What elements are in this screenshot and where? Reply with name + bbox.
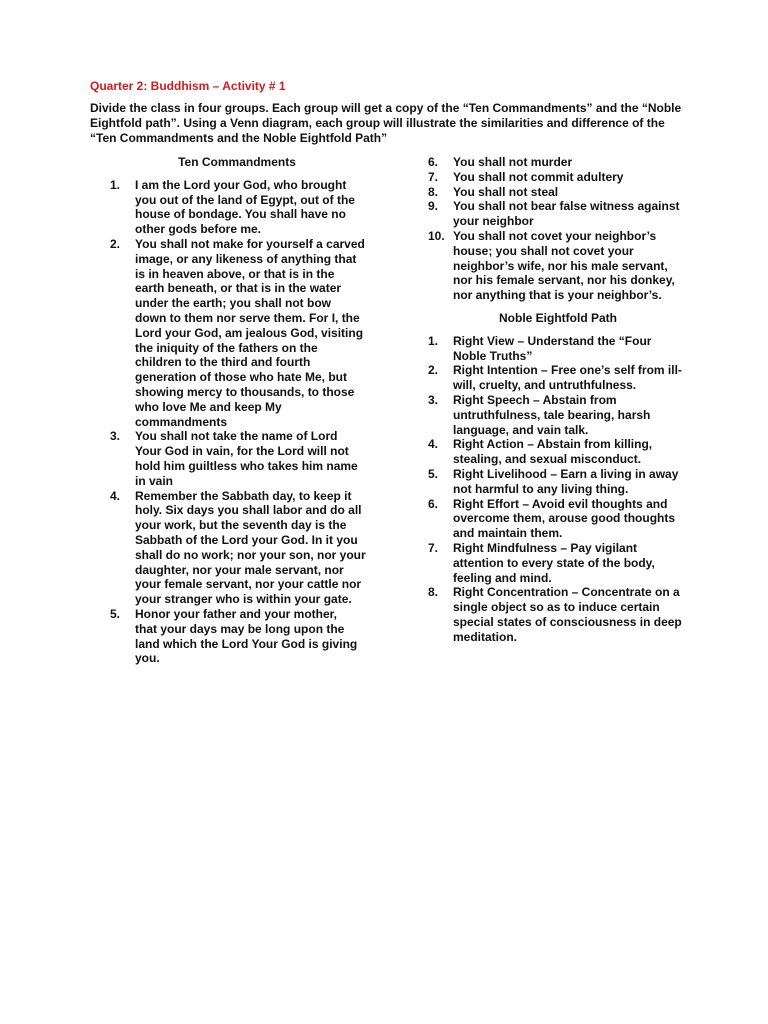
- list-item-text-line: your stranger who is within your gate.: [135, 592, 352, 607]
- list-item-number: 6.: [428, 155, 439, 169]
- list-item-text-line: land which the Lord Your God is giving: [135, 636, 358, 651]
- list-item-number: 3.: [428, 392, 439, 407]
- list-item-text-line: house of bondage. You shall have no: [135, 207, 346, 222]
- list-item-number: 5.: [428, 466, 439, 481]
- list-item-number: 3.: [110, 429, 121, 444]
- list-item-text-line: children to the third and fourth: [135, 355, 311, 370]
- list-item-number: 6.: [428, 496, 439, 511]
- list-item: [428, 467, 688, 497]
- list-item-text-line: shall do no work; nor your son, nor your: [135, 547, 366, 562]
- list-item-text-line: not harmful to any living thing.: [453, 481, 629, 496]
- list-item-number: 9.: [428, 199, 439, 214]
- list-item-text-line: house; you shall not covet your: [453, 243, 634, 258]
- list-item: [428, 155, 688, 170]
- ten-commandments-list: [110, 178, 370, 666]
- list-item-text-line: Right Speech – Abstain from: [453, 392, 617, 407]
- list-item-text-line: that your days may be long upon the: [135, 621, 345, 636]
- list-item-number: 4.: [110, 488, 121, 503]
- list-item-text-line: under the earth; you shall not bow: [135, 296, 332, 311]
- list-item-text-line: You shall not bear false witness against: [453, 199, 680, 214]
- list-item-text-line: Lord your God, am jealous God, visiting: [135, 325, 364, 340]
- list-item-number: 10.: [428, 228, 445, 243]
- intro-paragraph: [90, 101, 690, 146]
- list-item-text-line: untruthfulness, tale bearing, harsh: [453, 407, 651, 422]
- ten-commandments-heading: Ten Commandments: [178, 155, 296, 169]
- list-item-text-line: Right Livelihood – Earn a living in away: [453, 466, 679, 481]
- ten-commandments-list-continued: [428, 155, 688, 303]
- list-item-text-line: showing mercy to thousands, to those: [135, 384, 355, 399]
- list-item-text-line: who love Me and keep My: [135, 399, 282, 414]
- list-item: [110, 489, 370, 607]
- list-item-text-line: Right Mindfulness – Pay vigilant: [453, 540, 638, 555]
- list-item: [428, 229, 688, 303]
- list-item-text-line: in vain: [135, 473, 174, 488]
- list-item-text-line: Right Intention – Free one’s self from ill-: [453, 363, 682, 378]
- list-item-text-line: and maintain them.: [453, 526, 563, 541]
- list-item: [428, 170, 688, 185]
- intro-line: “Ten Commandments and the Noble Eightfold Path”: [90, 131, 388, 145]
- eightfold-path-heading: Noble Eightfold Path: [499, 310, 617, 325]
- list-item-text-line: stealing, and sexual misconduct.: [453, 452, 642, 467]
- list-item: [110, 429, 370, 488]
- list-item-number: 1.: [428, 333, 439, 348]
- list-item-text-line: Honor your father and your mother,: [135, 606, 338, 621]
- list-item-text-line: single object so as to induce certain: [453, 600, 660, 615]
- list-item-text-line: holy. Six days you shall labor and do all: [135, 503, 362, 518]
- list-item-text-line: You shall not commit adultery: [453, 169, 624, 184]
- list-item-text-line: You shall not take the name of Lord: [135, 429, 338, 444]
- list-item-text-line: Noble Truths”: [453, 348, 533, 363]
- list-item-text-line: Right Effort – Avoid evil thoughts and: [453, 496, 668, 511]
- list-item-text-line: is in heaven above, or that is in the: [135, 266, 335, 281]
- list-item-number: 2.: [428, 363, 439, 378]
- list-item-text-line: language, and vain talk.: [453, 422, 589, 437]
- eightfold-path-list: [428, 334, 688, 645]
- list-item-number: 2.: [110, 236, 121, 251]
- list-item-text-line: the iniquity of the fathers on the: [135, 340, 318, 355]
- list-item-text-line: feeling and mind.: [453, 570, 552, 585]
- list-item-text-line: earth beneath, or that is in the water: [135, 281, 342, 296]
- list-item-text-line: image, or any likeness of anything that: [135, 251, 357, 266]
- list-item: [428, 363, 688, 393]
- list-item: [428, 334, 688, 364]
- list-item-text-line: overcome them, arouse good thoughts: [453, 511, 676, 526]
- list-item: [110, 237, 370, 429]
- list-item: [110, 607, 370, 666]
- list-item-text-line: you out of the land of Egypt, out of the: [135, 192, 355, 207]
- list-item-text-line: Right View – Understand the “Four: [453, 333, 652, 348]
- list-item-number: 8.: [428, 184, 439, 199]
- list-item-text-line: attention to every state of the body,: [453, 555, 655, 570]
- list-item-text-line: hold him guiltless who takes him name: [135, 458, 358, 473]
- list-item-text-line: your female servant, nor your cattle nor: [135, 577, 362, 592]
- intro-line: Divide the class in four groups. Each group will get a copy of the “Ten Commandments” and the “Noble: [90, 101, 682, 115]
- list-item-number: 1.: [110, 177, 121, 192]
- list-item-text-line: I am the Lord your God, who brought: [135, 177, 347, 192]
- list-item-text-line: You shall not murder: [453, 155, 573, 169]
- list-item: [428, 497, 688, 541]
- list-item-number: 5.: [110, 606, 121, 621]
- list-item-text-line: Right Action – Abstain from killing,: [453, 437, 653, 452]
- list-item-text-line: down to them nor serve them. For I, the: [135, 310, 360, 325]
- list-item-text-line: daughter, nor your male servant, nor: [135, 562, 344, 577]
- list-item-text-line: nor anything that is your neighbor’s.: [453, 288, 662, 303]
- list-item-text-line: Right Concentration – Concentrate on a: [453, 585, 680, 600]
- list-item-text-line: Your God in vain, for the Lord will not: [135, 444, 349, 459]
- list-item-text-line: You shall not covet your neighbor’s: [453, 228, 657, 243]
- list-item-text-line: Sabbath of the Lord your God. In it you: [135, 532, 358, 547]
- list-item: [428, 185, 688, 200]
- list-item-text-line: you.: [135, 651, 160, 666]
- page-title: Quarter 2: Buddhism – Activity # 1: [90, 79, 286, 93]
- list-item-text-line: special states of consciousness in deep: [453, 614, 682, 629]
- list-item-text-line: You shall not make for yourself a carved: [135, 236, 365, 251]
- list-item: [110, 178, 370, 237]
- list-item: [428, 199, 688, 229]
- list-item-text-line: generation of those who hate Me, but: [135, 370, 348, 385]
- list-item: [428, 437, 688, 467]
- list-item-text-line: meditation.: [453, 629, 518, 644]
- list-item-text-line: You shall not steal: [453, 184, 559, 199]
- right-column: [428, 155, 688, 645]
- list-item-number: 7.: [428, 169, 439, 184]
- list-item-number: 4.: [428, 437, 439, 452]
- list-item-text-line: your neighbor: [453, 214, 534, 229]
- list-item-number: 8.: [428, 585, 439, 600]
- list-item: [428, 541, 688, 585]
- list-item-text-line: nor his female servant, nor his donkey,: [453, 273, 675, 288]
- list-item: [428, 585, 688, 644]
- list-item-number: 7.: [428, 540, 439, 555]
- list-item-text-line: other gods before me.: [135, 222, 262, 237]
- list-item: [428, 393, 688, 437]
- intro-line: Eightfold path”. Using a Venn diagram, each group will illustrate the similarities and difference of the: [90, 116, 665, 130]
- list-item-text-line: Remember the Sabbath day, to keep it: [135, 488, 352, 503]
- list-item-text-line: commandments: [135, 414, 228, 429]
- left-column: [110, 155, 370, 666]
- list-item-text-line: neighbor’s wife, nor his male servant,: [453, 258, 668, 273]
- list-item-text-line: your work, but the seventh day is the: [135, 518, 347, 533]
- list-item-text-line: will, cruelty, and untruthfulness.: [453, 378, 637, 393]
